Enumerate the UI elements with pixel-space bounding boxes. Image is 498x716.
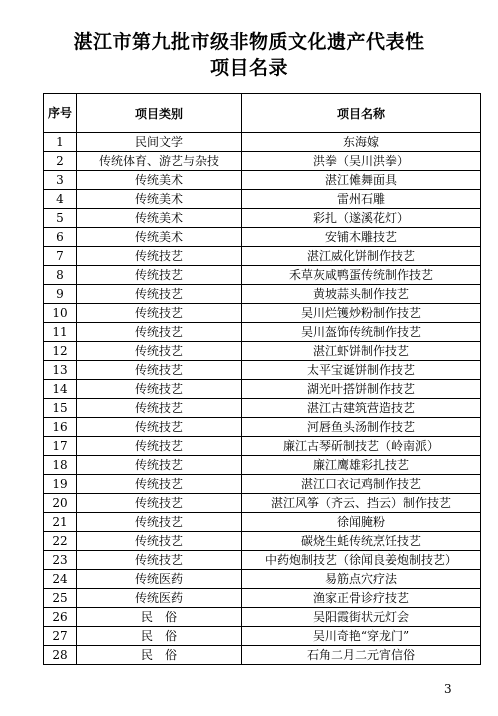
cell-seq: 26	[44, 608, 77, 627]
cell-name: 湛江风筝（齐云、挡云）制作技艺	[242, 494, 481, 513]
table-row	[44, 342, 481, 361]
cell-category: 传统医药	[77, 570, 242, 589]
header-category: 项目类别	[77, 94, 242, 133]
cell-name: 徐闻腌粉	[242, 513, 481, 532]
cell-seq: 11	[44, 323, 77, 342]
cell-seq: 3	[44, 171, 77, 190]
cell-seq: 28	[44, 646, 77, 665]
cell-name: 吴川盔饰传统制作技艺	[242, 323, 481, 342]
table-row	[44, 285, 481, 304]
cell-seq: 10	[44, 304, 77, 323]
table-row	[44, 380, 481, 399]
cell-category: 民 俗	[77, 627, 242, 646]
cell-seq: 14	[44, 380, 77, 399]
header-seq: 序号	[44, 94, 77, 133]
cell-category: 传统体育、游艺与杂技	[77, 152, 242, 171]
cell-seq: 6	[44, 228, 77, 247]
cell-name: 太平宝诞饼制作技艺	[242, 361, 481, 380]
cell-category: 传统技艺	[77, 285, 242, 304]
table-row	[44, 589, 481, 608]
cell-name: 湛江虾饼制作技艺	[242, 342, 481, 361]
table-row	[44, 361, 481, 380]
cell-category: 民 俗	[77, 608, 242, 627]
cell-seq: 13	[44, 361, 77, 380]
cell-category: 传统技艺	[77, 323, 242, 342]
cell-category: 传统技艺	[77, 494, 242, 513]
cell-name: 洪拳（吴川洪拳）	[242, 152, 481, 171]
cell-name: 廉江鹰雄彩扎技艺	[242, 456, 481, 475]
cell-seq: 23	[44, 551, 77, 570]
cell-name: 吴阳霞街状元灯会	[242, 608, 481, 627]
cell-seq: 19	[44, 475, 77, 494]
cell-category: 传统美术	[77, 190, 242, 209]
cell-name: 安铺木雕技艺	[242, 228, 481, 247]
cell-name: 石角二月二元宵信俗	[242, 646, 481, 665]
table-row	[44, 247, 481, 266]
cell-seq: 7	[44, 247, 77, 266]
table-row	[44, 627, 481, 646]
cell-category: 传统技艺	[77, 475, 242, 494]
cell-name: 河唇鱼头汤制作技艺	[242, 418, 481, 437]
cell-name: 彩扎（遂溪花灯）	[242, 209, 481, 228]
cell-seq: 21	[44, 513, 77, 532]
heritage-catalog-table	[43, 93, 481, 665]
cell-name: 湛江口衣记鸡制作技艺	[242, 475, 481, 494]
cell-seq: 15	[44, 399, 77, 418]
cell-category: 传统技艺	[77, 532, 242, 551]
table-row	[44, 133, 481, 152]
cell-seq: 20	[44, 494, 77, 513]
table-row	[44, 551, 481, 570]
table-row	[44, 418, 481, 437]
cell-name: 湛江傩舞面具	[242, 171, 481, 190]
cell-name: 禾草灰咸鸭蛋传统制作技艺	[242, 266, 481, 285]
cell-category: 传统医药	[77, 589, 242, 608]
cell-category: 传统技艺	[77, 418, 242, 437]
document-title: 湛江市第九批市级非物质文化遗产代表性	[73, 31, 425, 53]
header-name: 项目名称	[242, 94, 481, 133]
table-row	[44, 323, 481, 342]
cell-category: 传统美术	[77, 171, 242, 190]
table-row	[44, 494, 481, 513]
table-row	[44, 399, 481, 418]
cell-seq: 12	[44, 342, 77, 361]
page-number: 3	[444, 682, 452, 696]
cell-seq: 18	[44, 456, 77, 475]
table-row	[44, 190, 481, 209]
cell-category: 传统技艺	[77, 513, 242, 532]
cell-category: 传统技艺	[77, 551, 242, 570]
cell-category: 传统技艺	[77, 247, 242, 266]
table-row	[44, 266, 481, 285]
cell-category: 传统美术	[77, 209, 242, 228]
cell-category: 传统技艺	[77, 266, 242, 285]
table-row	[44, 532, 481, 551]
cell-name: 黄坡蒜头制作技艺	[242, 285, 481, 304]
cell-name: 湖光叶搭饼制作技艺	[242, 380, 481, 399]
cell-category: 传统美术	[77, 228, 242, 247]
cell-name: 吴川烂镬炒粉制作技艺	[242, 304, 481, 323]
cell-name: 碳烧生蚝传统烹饪技艺	[242, 532, 481, 551]
table-row	[44, 646, 481, 665]
table-row	[44, 456, 481, 475]
table-row	[44, 513, 481, 532]
cell-seq: 5	[44, 209, 77, 228]
cell-category: 传统技艺	[77, 380, 242, 399]
cell-seq: 25	[44, 589, 77, 608]
table-row	[44, 209, 481, 228]
cell-name: 湛江威化饼制作技艺	[242, 247, 481, 266]
cell-seq: 17	[44, 437, 77, 456]
cell-name: 中药炮制技艺（徐闻良姜炮制技艺）	[242, 551, 481, 570]
cell-seq: 16	[44, 418, 77, 437]
cell-seq: 27	[44, 627, 77, 646]
document-subtitle: 项目名录	[209, 57, 288, 79]
cell-seq: 9	[44, 285, 77, 304]
table-row	[44, 475, 481, 494]
cell-category: 民间文学	[77, 133, 242, 152]
table-row	[44, 171, 481, 190]
table-row	[44, 228, 481, 247]
cell-seq: 24	[44, 570, 77, 589]
cell-category: 传统技艺	[77, 399, 242, 418]
cell-name: 易筋点穴疗法	[242, 570, 481, 589]
table-row	[44, 152, 481, 171]
cell-category: 传统技艺	[77, 304, 242, 323]
cell-name: 东海嫁	[242, 133, 481, 152]
table-header-row	[44, 94, 481, 133]
cell-category: 传统技艺	[77, 361, 242, 380]
cell-category: 传统技艺	[77, 342, 242, 361]
cell-name: 廉江古琴斫制技艺（岭南派）	[242, 437, 481, 456]
cell-category: 传统技艺	[77, 456, 242, 475]
cell-seq: 1	[44, 133, 77, 152]
cell-seq: 2	[44, 152, 77, 171]
table-row	[44, 304, 481, 323]
table-row	[44, 437, 481, 456]
cell-seq: 8	[44, 266, 77, 285]
cell-name: 雷州石雕	[242, 190, 481, 209]
cell-name: 渔家正骨诊疗技艺	[242, 589, 481, 608]
table-row	[44, 608, 481, 627]
cell-seq: 4	[44, 190, 77, 209]
cell-seq: 22	[44, 532, 77, 551]
table-row	[44, 570, 481, 589]
table-body	[44, 133, 481, 665]
cell-category: 民 俗	[77, 646, 242, 665]
cell-name: 吴川奇艳“穿龙门”	[242, 627, 481, 646]
cell-category: 传统技艺	[77, 437, 242, 456]
cell-name: 湛江古建筑营造技艺	[242, 399, 481, 418]
